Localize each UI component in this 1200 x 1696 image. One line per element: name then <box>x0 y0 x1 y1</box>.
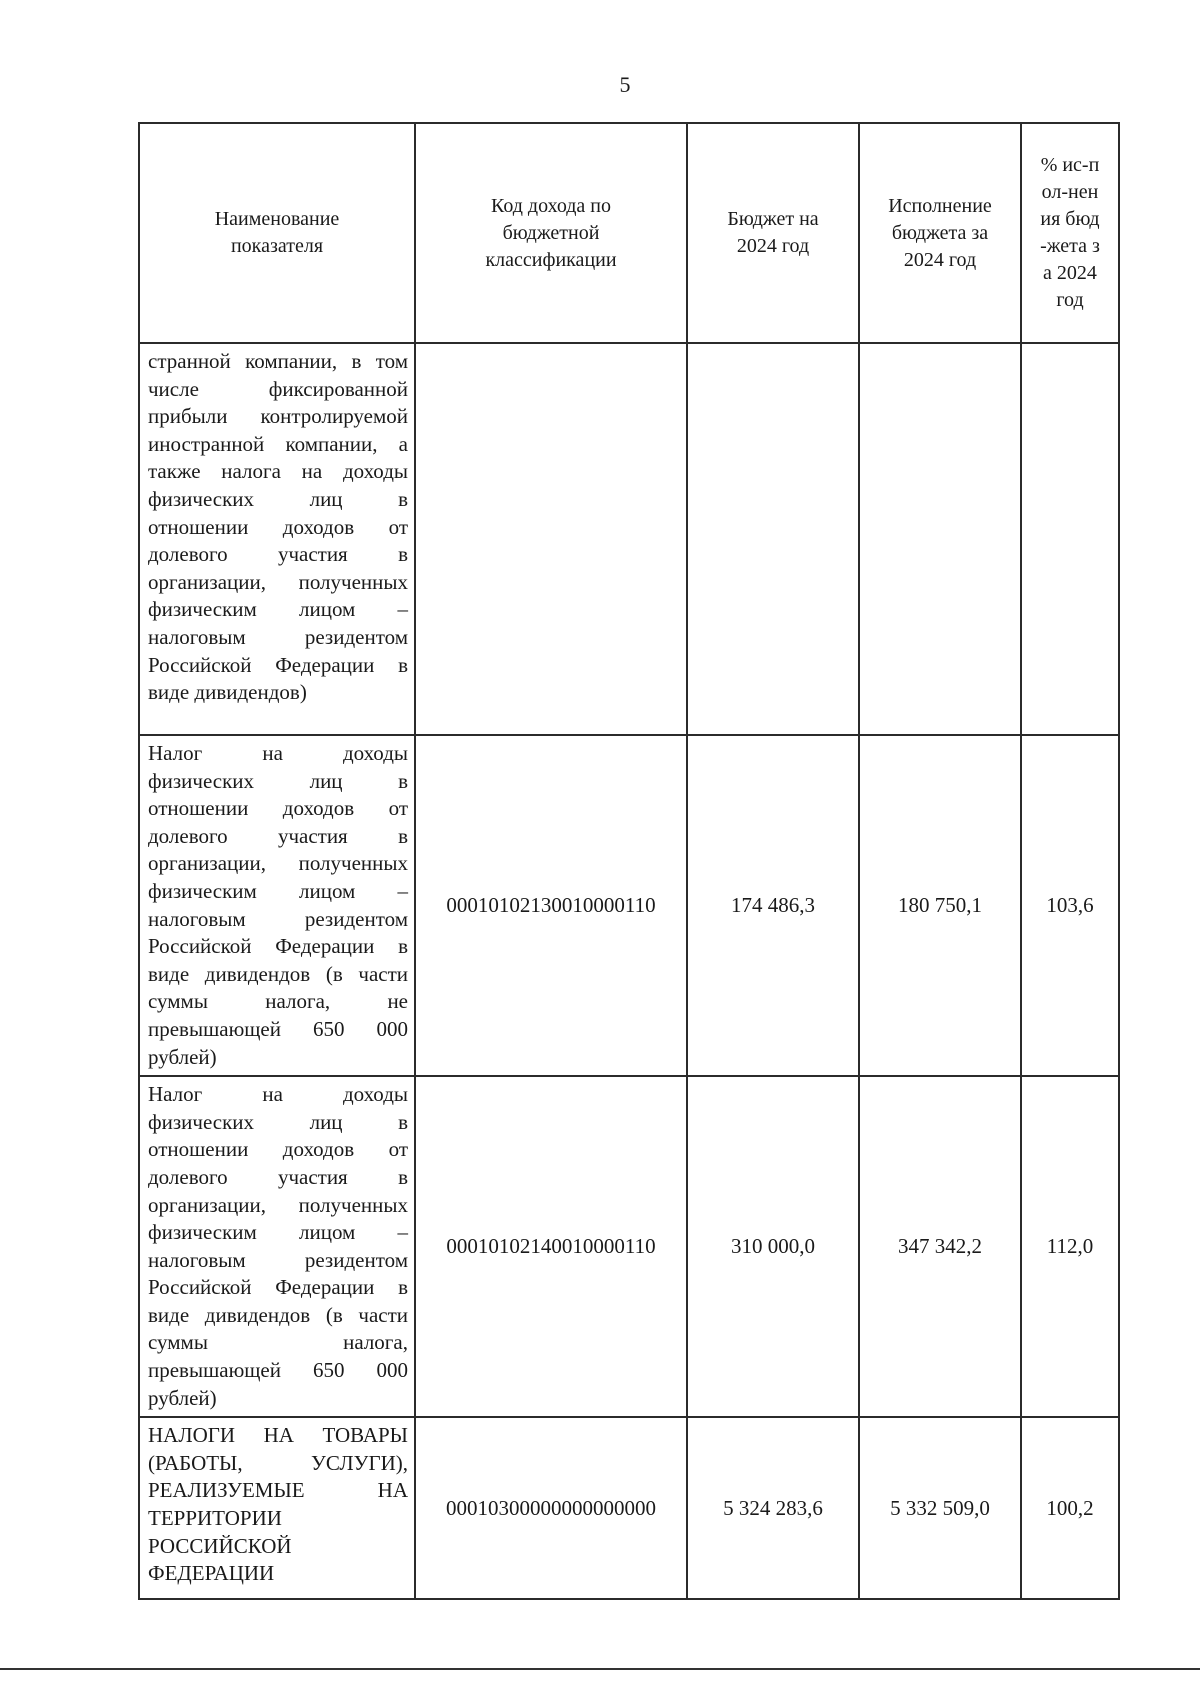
row-name: НАЛОГИ НА ТОВАРЫ (РАБОТЫ, УСЛУГИ), РЕАЛИЗУЕМЫЕ НА ТЕРРИТОРИИ РОССИЙСКОЙ ФЕДЕРАЦИИ <box>139 1417 415 1599</box>
header-name-text: Наименование показателя <box>214 208 340 257</box>
row-code: 00010102130010000110 <box>415 735 687 1076</box>
header-budget-text: Бюджет на 2024 год <box>727 208 819 257</box>
row-execution: 5 332 509,0 <box>859 1417 1021 1599</box>
row-budget <box>687 343 859 735</box>
table-row <box>139 1417 1119 1599</box>
row-name: странной компании, в том числе фиксированной прибыли контролируемой иностранной компании, а также налога на доходы физических лиц в отношении доходов от долевого участия в организации, полученных физическим лицом – налоговым резидентом Российской Федерации в виде дивидендов) <box>139 343 415 735</box>
row-budget: 310 000,0 <box>687 1076 859 1417</box>
page-number: 5 <box>619 72 631 97</box>
row-budget: 174 486,3 <box>687 735 859 1076</box>
header-percent-text: % ис-пол-нения бюд-жета за 2024 год <box>1040 154 1100 311</box>
row-percent <box>1021 343 1119 735</box>
row-percent: 100,2 <box>1021 1417 1119 1599</box>
row-name: Налог на доходы физических лиц в отношении доходов от долевого участия в организации, полученных физическим лицом – налоговым резидентом Российской Федерации в виде дивидендов (в части суммы налога, превышающей 650 000 рублей) <box>139 1076 415 1417</box>
page-bottom-rule <box>0 1668 1200 1670</box>
row-code: 00010300000000000000 <box>415 1417 687 1599</box>
table-header-row <box>139 123 1119 343</box>
row-percent: 103,6 <box>1021 735 1119 1076</box>
header-execution <box>859 123 1021 343</box>
header-percent <box>1021 123 1119 343</box>
header-code <box>415 123 687 343</box>
row-percent: 112,0 <box>1021 1076 1119 1417</box>
row-execution: 347 342,2 <box>859 1076 1021 1417</box>
header-name <box>139 123 415 343</box>
table-row <box>139 1076 1119 1417</box>
row-code: 00010102140010000110 <box>415 1076 687 1417</box>
row-code <box>415 343 687 735</box>
header-budget <box>687 123 859 343</box>
row-name: Налог на доходы физических лиц в отношении доходов от долевого участия в организации, полученных физическим лицом – налоговым резидентом Российской Федерации в виде дивидендов (в части суммы налога, не превышающей 650 000 рублей) <box>139 735 415 1076</box>
table-row <box>139 343 1119 735</box>
row-budget: 5 324 283,6 <box>687 1417 859 1599</box>
row-execution: 180 750,1 <box>859 735 1021 1076</box>
header-code-text: Код дохода по бюджетной классификации <box>485 194 617 271</box>
header-execution-text: Исполнение бюджета за 2024 год <box>888 194 992 271</box>
budget-table <box>138 122 1120 1600</box>
row-execution <box>859 343 1021 735</box>
table-row <box>139 735 1119 1076</box>
